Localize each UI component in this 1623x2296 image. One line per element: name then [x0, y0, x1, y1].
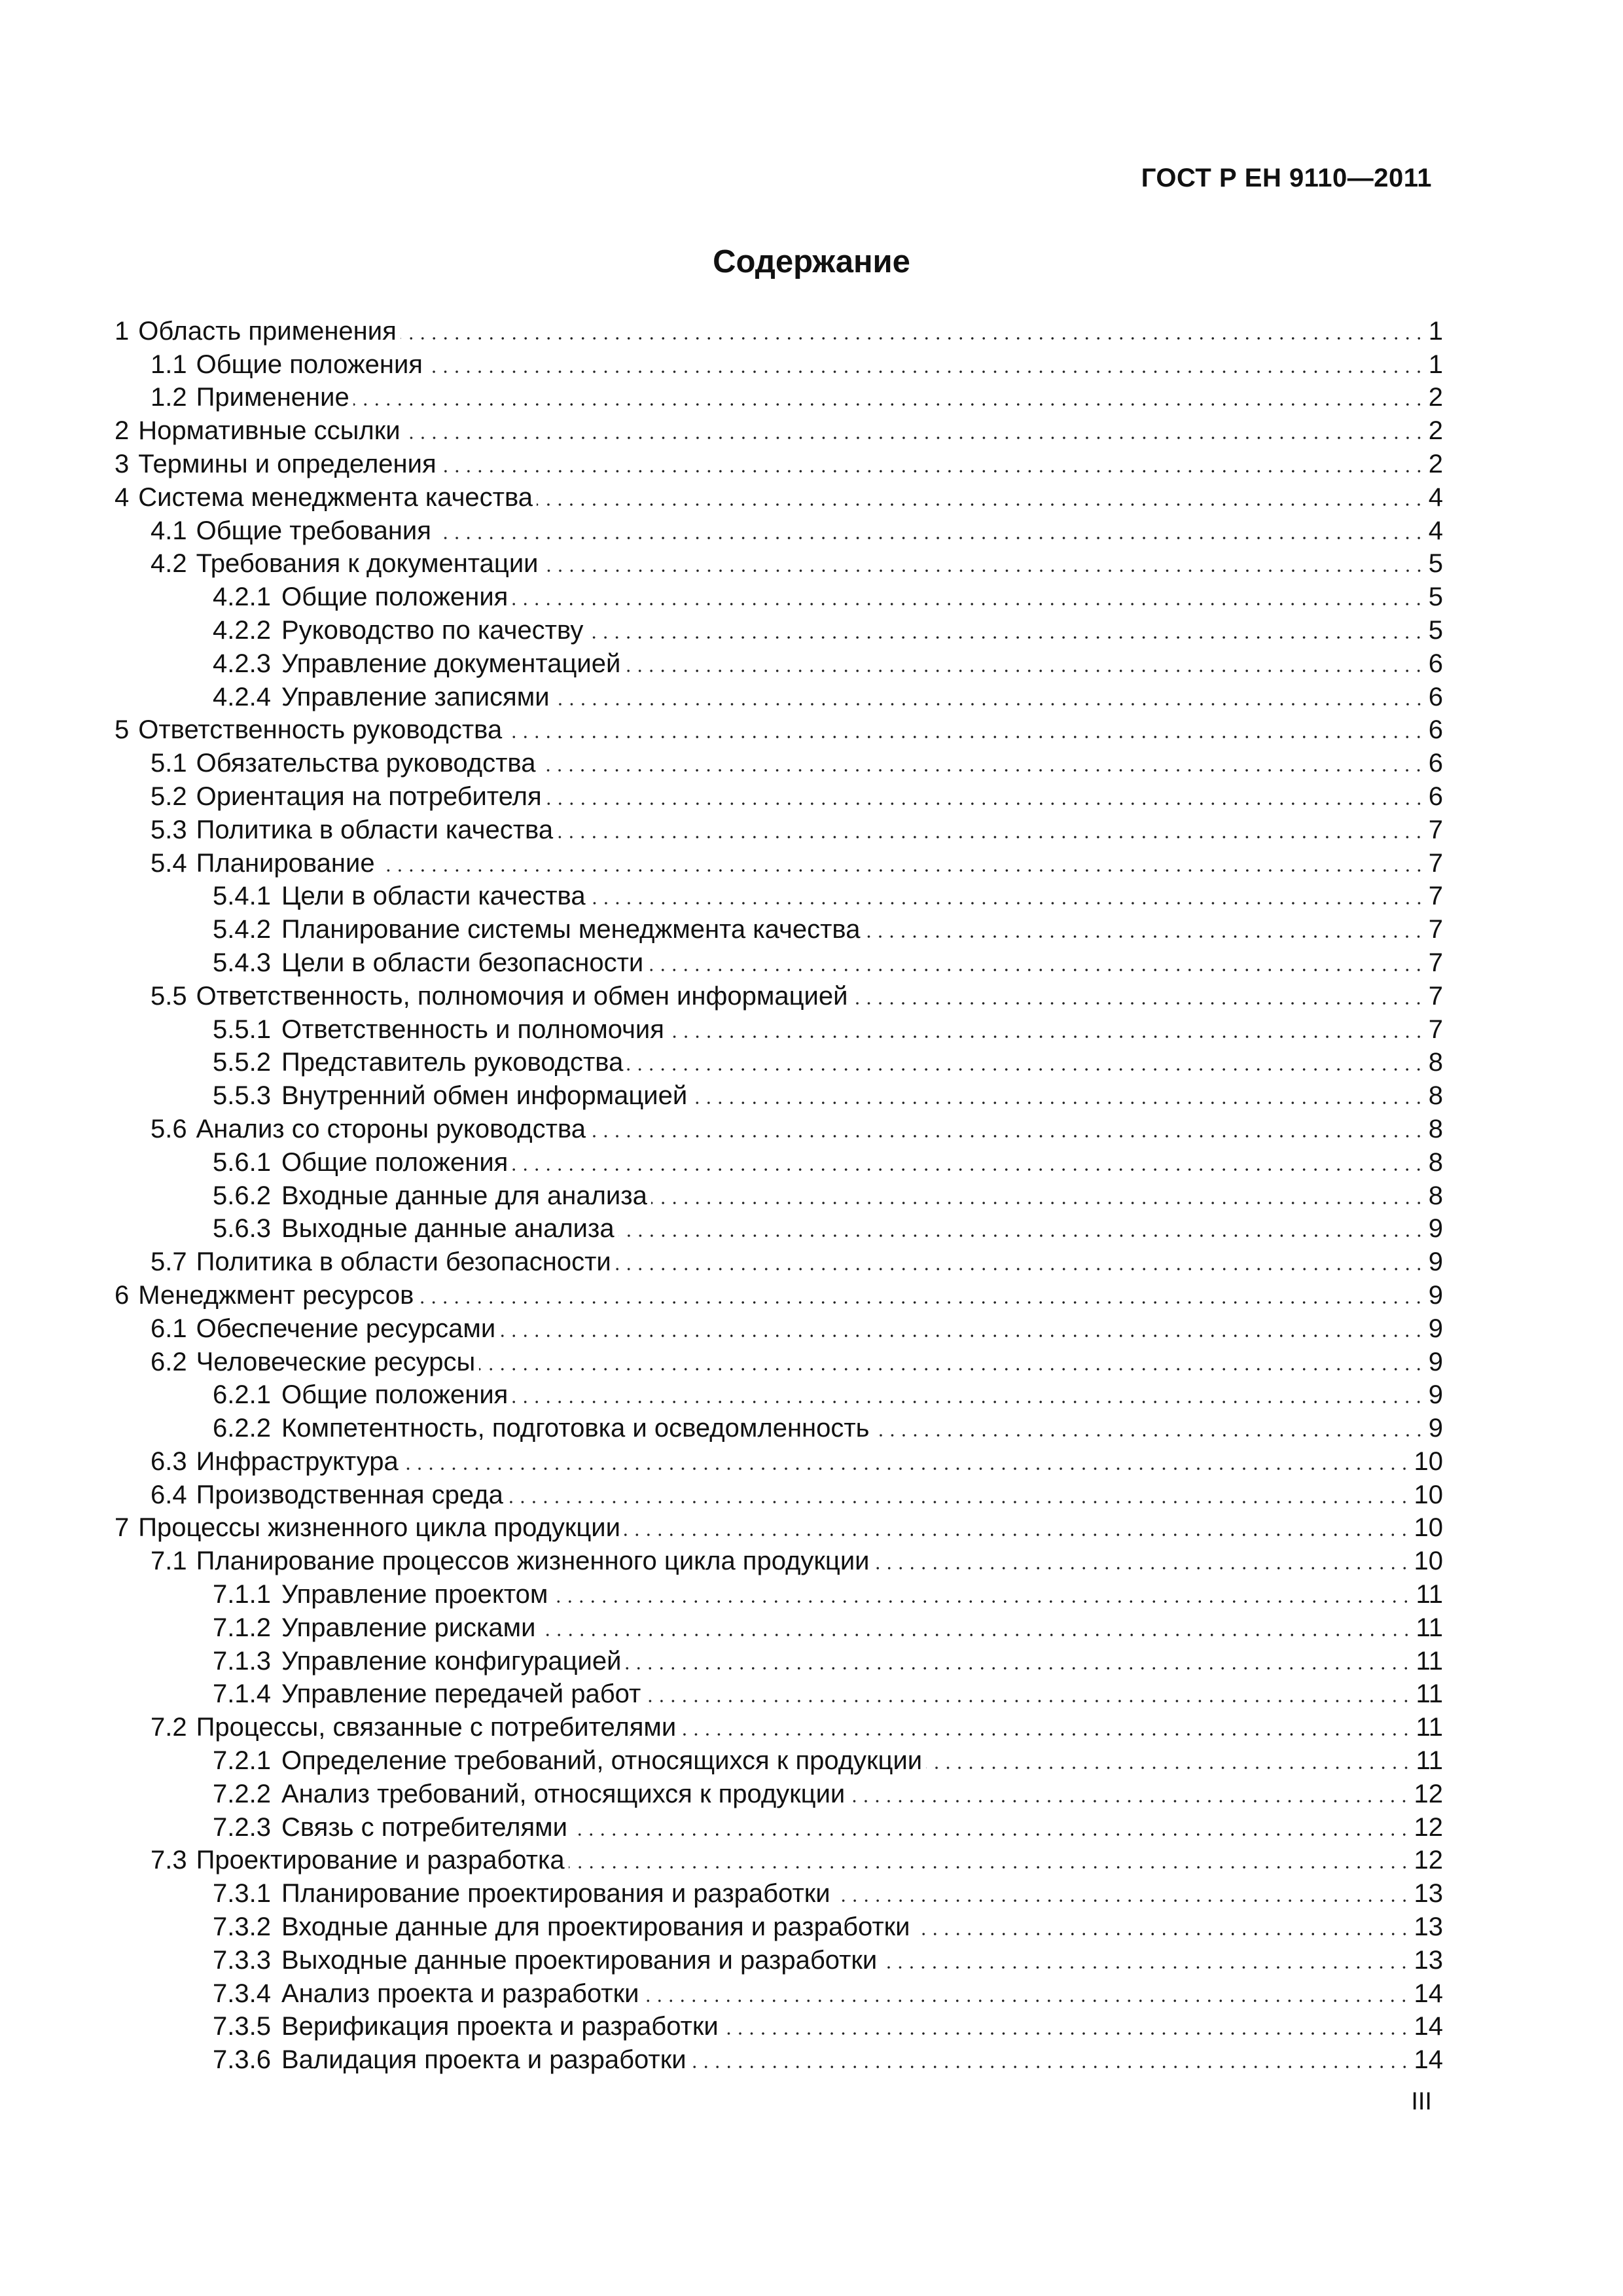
toc-entry-title: Общие положения: [196, 350, 423, 379]
toc-entry-title: Цели в области безопасности: [281, 948, 644, 977]
toc-entry-title: Процессы, связанные с потребителями: [196, 1713, 677, 1742]
dot-leader: [624, 670, 1424, 672]
dot-leader: [569, 1866, 1410, 1869]
toc-entry-title: Анализ проекта и разработки: [281, 1979, 639, 2008]
toc-entry-number: 6.1: [151, 1314, 187, 1343]
dot-leader: [590, 1135, 1425, 1138]
toc-entry-title: Нормативные ссылки: [138, 416, 401, 446]
toc-entry-number: 7.1.4: [213, 1679, 271, 1709]
toc-entry[interactable]: [115, 1876, 1443, 1910]
toc-entry-number: 5.1: [151, 749, 187, 778]
toc-entry-title: Выходные данные анализа: [281, 1214, 615, 1244]
dot-leader: [668, 1035, 1425, 1038]
toc-entry-title: Процессы жизненного цикла продукции: [138, 1513, 620, 1543]
toc-entry-number: 5.5.1: [213, 1014, 271, 1044]
toc-entry-page: 6: [1428, 781, 1443, 811]
toc-entry[interactable]: [115, 713, 1443, 747]
toc-entry-title: Человеческие ресурсы: [196, 1347, 476, 1376]
toc-entry-number: 5.7: [151, 1247, 187, 1277]
dot-leader: [552, 1600, 1412, 1603]
toc-entry-title: Управление передачей работ: [281, 1679, 641, 1709]
toc-entry-number: 6.2.2: [213, 1414, 271, 1443]
dot-leader: [427, 370, 1425, 373]
dot-leader: [651, 1202, 1425, 1204]
toc-entry[interactable]: [115, 480, 1443, 514]
toc-entry[interactable]: [115, 1179, 1443, 1212]
page-number: III: [1411, 2088, 1432, 2115]
toc-entry-number: 6.2: [151, 1347, 187, 1376]
toc-entry[interactable]: [115, 1710, 1443, 1744]
dot-leader: [881, 1966, 1410, 1969]
toc-entry-number: 7.2: [151, 1713, 187, 1742]
toc-entry-page: 10: [1414, 1513, 1443, 1543]
toc-entry-number: 7.2.2: [213, 1779, 271, 1808]
toc-entry-page: 6: [1428, 749, 1443, 778]
toc-entry-title: Управление рисками: [281, 1613, 536, 1642]
toc-entry-number: 5.5.2: [213, 1048, 271, 1077]
toc-entry-title: Управление конфигурацией: [281, 1646, 622, 1676]
toc-entry[interactable]: [115, 1079, 1443, 1112]
toc-entry-title: Ориентация на потребителя: [196, 781, 542, 811]
dot-leader: [379, 869, 1425, 872]
toc-entry[interactable]: [115, 2010, 1443, 2043]
toc-entry-number: 5.6.2: [213, 1181, 271, 1210]
dot-leader: [643, 2000, 1410, 2002]
toc-entry[interactable]: [115, 1411, 1443, 1444]
toc-entry-title: Требования к документации: [196, 549, 539, 579]
toc-entry-title: Политика в области качества: [196, 815, 554, 844]
toc-entry-title: Общие требования: [196, 516, 431, 545]
toc-entry-page: 11: [1416, 1646, 1443, 1676]
toc-entry-title: Менеджмент ресурсов: [138, 1280, 414, 1310]
dot-leader: [402, 1467, 1410, 1470]
toc-entry-number: 6.3: [151, 1446, 187, 1476]
toc-entry[interactable]: [115, 414, 1443, 447]
toc-entry-page: 11: [1416, 1613, 1443, 1642]
dot-leader: [537, 503, 1425, 506]
dot-leader: [690, 2066, 1410, 2068]
dot-leader: [625, 1667, 1412, 1670]
dot-leader: [722, 2032, 1410, 2035]
toc-entry[interactable]: [115, 780, 1443, 813]
toc-entry-page: 8: [1428, 1114, 1443, 1143]
toc-entry-page: 10: [1414, 1446, 1443, 1476]
toc-entry-page: 7: [1428, 848, 1443, 878]
toc-entry-number: 1.2: [151, 383, 187, 412]
toc-entry-number: 7.1.2: [213, 1613, 271, 1642]
toc-entry-page: 7: [1428, 815, 1443, 844]
toc-entry-number: 4: [115, 482, 130, 512]
toc-entry-title: Определение требований, относящихся к продукции: [281, 1746, 923, 1776]
toc-entry-page: 13: [1414, 1945, 1443, 1975]
toc-entry-number: 7.3.3: [213, 1945, 271, 1975]
toc-entry-page: 13: [1414, 1912, 1443, 1942]
toc-entry-number: 5.3: [151, 815, 187, 844]
toc-entry-title: Входные данные для анализа: [281, 1181, 647, 1210]
toc-entry-number: 7.1.1: [213, 1580, 271, 1609]
toc-entry-title: Компетентность, подготовка и осведомленность: [281, 1414, 870, 1443]
dot-leader: [506, 736, 1425, 738]
dot-leader: [647, 969, 1425, 971]
toc-entry-number: 4.2.1: [213, 583, 271, 612]
toc-entry-number: 1.1: [151, 350, 187, 379]
dot-leader: [571, 1833, 1410, 1836]
toc-entry-title: Выходные данные проектирования и разработки: [281, 1945, 878, 1975]
toc-entry-page: 7: [1428, 948, 1443, 977]
toc-entry[interactable]: [115, 613, 1443, 647]
toc-entry-page: 6: [1428, 649, 1443, 678]
toc-entry[interactable]: [115, 1810, 1443, 1844]
dot-leader: [543, 569, 1425, 572]
toc-entry-page: 9: [1428, 1280, 1443, 1310]
toc-entry[interactable]: [115, 547, 1443, 581]
toc-entry-title: Внутренний обмен информацией: [281, 1081, 688, 1111]
toc-entry-title: Производственная среда: [196, 1480, 503, 1509]
toc-entry-title: Планирование: [196, 848, 375, 878]
toc-entry[interactable]: [115, 1345, 1443, 1378]
dot-leader: [440, 470, 1425, 473]
dot-leader: [874, 1434, 1425, 1437]
dot-leader: [512, 603, 1424, 605]
toc-entry-title: Ответственность, полномочия и обмен информацией: [196, 981, 848, 1011]
toc-entry-title: Руководство по качеству: [281, 615, 584, 645]
dot-leader: [512, 1401, 1424, 1403]
toc-entry[interactable]: [115, 1444, 1443, 1478]
dot-leader: [554, 703, 1425, 706]
toc-entry-number: 7.3.4: [213, 1979, 271, 2008]
toc-entry-page: 8: [1428, 1048, 1443, 1077]
toc-entry-page: 5: [1428, 615, 1443, 645]
toc-entry-number: 7.1: [151, 1547, 187, 1576]
toc-entry-title: Планирование процессов жизненного цикла продукции: [196, 1547, 870, 1576]
toc-entry-number: 5.6.3: [213, 1214, 271, 1244]
dot-leader: [851, 1002, 1424, 1005]
toc-entry-number: 6.4: [151, 1480, 187, 1509]
toc-entry-number: 7.3.6: [213, 2045, 271, 2075]
dot-leader: [587, 636, 1424, 639]
toc-entry-number: 4.2.3: [213, 649, 271, 678]
dot-leader: [691, 1102, 1425, 1104]
toc-entry-page: 2: [1428, 383, 1443, 412]
dot-leader: [546, 802, 1425, 805]
toc-entry[interactable]: [115, 1511, 1443, 1545]
toc-entry[interactable]: [115, 979, 1443, 1013]
toc-entry-title: Применение: [196, 383, 349, 412]
toc-entry-page: 9: [1428, 1380, 1443, 1410]
dot-leader: [435, 537, 1425, 539]
table-of-contents: [115, 314, 1443, 2076]
dot-leader: [615, 1268, 1425, 1270]
toc-entry[interactable]: [115, 381, 1443, 414]
toc-entry-number: 3: [115, 449, 130, 478]
toc-entry[interactable]: [115, 746, 1443, 780]
dot-leader: [849, 1800, 1410, 1803]
toc-entry[interactable]: [115, 1046, 1443, 1079]
toc-entry-page: 5: [1428, 583, 1443, 612]
toc-entry-number: 7.2.1: [213, 1746, 271, 1776]
page-title: Содержание: [713, 244, 910, 279]
dot-leader: [499, 1335, 1424, 1337]
toc-entry-number: 7.1.3: [213, 1646, 271, 1676]
toc-entry[interactable]: [115, 1844, 1443, 1877]
dot-leader: [590, 902, 1425, 905]
toc-entry-title: Общие положения: [281, 1380, 508, 1410]
toc-entry[interactable]: [115, 880, 1443, 913]
toc-entry-title: Область применения: [138, 316, 397, 346]
toc-entry-page: 14: [1414, 2045, 1443, 2075]
toc-entry-page: 12: [1414, 1779, 1443, 1808]
toc-entry-page: 12: [1414, 1846, 1443, 1875]
toc-entry[interactable]: [115, 1910, 1443, 1943]
toc-entry-number: 5.6.1: [213, 1147, 271, 1177]
dot-leader: [914, 1933, 1410, 1935]
toc-entry-number: 7.3.2: [213, 1912, 271, 1942]
dot-leader: [507, 1501, 1410, 1503]
toc-entry-number: 1: [115, 316, 130, 346]
toc-entry[interactable]: [115, 1644, 1443, 1677]
toc-entry-title: Управление документацией: [281, 649, 621, 678]
toc-entry-number: 6: [115, 1280, 130, 1310]
toc-entry-page: 7: [1428, 915, 1443, 944]
toc-entry-page: 13: [1414, 1879, 1443, 1909]
dot-leader: [645, 1700, 1412, 1702]
toc-entry-title: Управление проектом: [281, 1580, 548, 1609]
toc-entry[interactable]: [115, 314, 1443, 348]
toc-entry[interactable]: [115, 1212, 1443, 1246]
toc-entry-number: 7.3.5: [213, 2012, 271, 2041]
toc-entry[interactable]: [115, 946, 1443, 979]
toc-entry-page: 6: [1428, 715, 1443, 745]
dot-leader: [926, 1767, 1412, 1769]
toc-entry-title: Цели в области качества: [281, 882, 586, 911]
toc-entry-page: 4: [1428, 482, 1443, 512]
dot-leader: [479, 1368, 1424, 1371]
toc-entry-page: 2: [1428, 416, 1443, 446]
toc-entry-page: 10: [1414, 1480, 1443, 1509]
toc-entry-title: Управление записями: [281, 682, 550, 711]
toc-entry[interactable]: [115, 1312, 1443, 1345]
toc-entry-title: Ответственность руководства: [138, 715, 503, 745]
toc-entry-page: 9: [1428, 1347, 1443, 1376]
dot-leader: [557, 836, 1425, 838]
toc-entry[interactable]: [115, 846, 1443, 880]
toc-entry[interactable]: [115, 1478, 1443, 1511]
toc-entry-page: 7: [1428, 1014, 1443, 1044]
toc-entry-number: 7.3.1: [213, 1879, 271, 1909]
toc-entry-title: Термины и определения: [138, 449, 437, 478]
toc-entry[interactable]: [115, 348, 1443, 381]
toc-entry-page: 5: [1428, 549, 1443, 579]
toc-entry-number: 5.5.3: [213, 1081, 271, 1111]
toc-entry[interactable]: [115, 1677, 1443, 1711]
toc-entry-title: Инфраструктура: [196, 1446, 399, 1476]
dot-leader: [418, 1301, 1424, 1304]
toc-entry-page: 9: [1428, 1247, 1443, 1277]
dot-leader: [624, 1534, 1410, 1536]
toc-entry[interactable]: [115, 1145, 1443, 1179]
toc-entry[interactable]: [115, 1278, 1443, 1312]
toc-entry-title: Планирование проектирования и разработки: [281, 1879, 830, 1909]
toc-entry-title: Анализ требований, относящихся к продукции: [281, 1779, 846, 1808]
toc-entry-number: 5.6: [151, 1114, 187, 1143]
toc-entry[interactable]: [115, 1013, 1443, 1046]
dot-leader: [353, 403, 1425, 406]
toc-entry-page: 8: [1428, 1181, 1443, 1210]
dot-leader: [618, 1234, 1425, 1237]
toc-entry-title: Проектирование и разработка: [196, 1846, 565, 1875]
toc-entry-number: 5.4: [151, 848, 187, 878]
toc-entry-page: 1: [1428, 350, 1443, 379]
toc-entry-title: Представитель руководства: [281, 1048, 624, 1077]
toc-entry-page: 2: [1428, 449, 1443, 478]
dot-leader: [834, 1899, 1410, 1902]
dot-leader: [539, 769, 1424, 772]
toc-entry[interactable]: [115, 1777, 1443, 1810]
toc-entry-page: 11: [1416, 1713, 1443, 1742]
toc-entry[interactable]: [115, 1245, 1443, 1278]
toc-entry-number: 7.2.3: [213, 1812, 271, 1842]
toc-entry-number: 5.4.3: [213, 948, 271, 977]
toc-entry-page: 6: [1428, 682, 1443, 711]
dot-leader: [874, 1567, 1410, 1570]
dot-leader: [627, 1068, 1424, 1071]
dot-leader: [864, 935, 1424, 938]
toc-entry-title: Связь с потребителями: [281, 1812, 567, 1842]
toc-entry-number: 6.2.1: [213, 1380, 271, 1410]
toc-entry-page: 9: [1428, 1414, 1443, 1443]
toc-entry-page: 11: [1416, 1746, 1443, 1776]
dot-leader: [680, 1733, 1412, 1736]
toc-entry-page: 1: [1428, 316, 1443, 346]
toc-entry-page: 8: [1428, 1081, 1443, 1111]
toc-entry[interactable]: [115, 1977, 1443, 2010]
toc-entry[interactable]: [115, 1943, 1443, 1977]
toc-entry[interactable]: [115, 1611, 1443, 1644]
toc-entry-number: 5.2: [151, 781, 187, 811]
toc-entry-number: 5: [115, 715, 130, 745]
toc-entry-number: 2: [115, 416, 130, 446]
toc-entry-page: 14: [1414, 2012, 1443, 2041]
toc-entry[interactable]: [115, 1112, 1443, 1145]
toc-entry-title: Валидация проекта и разработки: [281, 2045, 687, 2075]
toc-entry-number: 4.1: [151, 516, 187, 545]
toc-entry-page: 9: [1428, 1214, 1443, 1244]
toc-entry-number: 5.5: [151, 981, 187, 1011]
toc-entry-number: 4.2.4: [213, 682, 271, 711]
toc-entry[interactable]: [115, 447, 1443, 480]
toc-entry-number: 7: [115, 1513, 130, 1543]
toc-entry-page: 11: [1416, 1580, 1443, 1609]
toc-entry-page: 4: [1428, 516, 1443, 545]
toc-entry-page: 7: [1428, 882, 1443, 911]
dot-leader: [540, 1634, 1412, 1636]
toc-entry[interactable]: [115, 514, 1443, 547]
dot-leader: [404, 437, 1425, 439]
toc-entry-page: 8: [1428, 1147, 1443, 1177]
toc-entry-title: Анализ со стороны руководства: [196, 1114, 586, 1143]
toc-entry-page: 7: [1428, 981, 1443, 1011]
toc-entry[interactable]: [115, 1577, 1443, 1611]
toc-entry-number: 4.2.2: [213, 615, 271, 645]
toc-entry-page: 12: [1414, 1812, 1443, 1842]
toc-entry-title: Ответственность и полномочия: [281, 1014, 664, 1044]
toc-entry-title: Общие положения: [281, 583, 508, 612]
toc-entry-title: Верификация проекта и разработки: [281, 2012, 719, 2041]
toc-entry-title: Обязательства руководства: [196, 749, 536, 778]
toc-entry-title: Система менеджмента качества: [138, 482, 533, 512]
toc-entry[interactable]: [115, 647, 1443, 680]
toc-entry[interactable]: [115, 813, 1443, 846]
toc-entry-number: 5.4.2: [213, 915, 271, 944]
dot-leader: [512, 1168, 1424, 1171]
toc-entry-title: Планирование системы менеджмента качества: [281, 915, 861, 944]
toc-entry[interactable]: [115, 1378, 1443, 1412]
toc-entry-title: Входные данные для проектирования и разработки: [281, 1912, 910, 1942]
toc-entry-number: 5.4.1: [213, 882, 271, 911]
toc-entry-title: Обеспечение ресурсами: [196, 1314, 496, 1343]
dot-leader: [401, 337, 1425, 340]
document-code: ГОСТ Р ЕН 9110—2011: [1141, 164, 1432, 192]
toc-entry[interactable]: [115, 1744, 1443, 1777]
toc-entry-page: 14: [1414, 1979, 1443, 2008]
toc-entry-title: Общие положения: [281, 1147, 508, 1177]
toc-entry[interactable]: [115, 912, 1443, 946]
toc-entry-title: Политика в области безопасности: [196, 1247, 611, 1277]
toc-entry-page: 11: [1416, 1679, 1443, 1709]
toc-entry-number: 7.3: [151, 1846, 187, 1875]
toc-entry[interactable]: [115, 680, 1443, 713]
toc-entry-page: 9: [1428, 1314, 1443, 1343]
toc-entry-page: 10: [1414, 1547, 1443, 1576]
toc-entry[interactable]: [115, 580, 1443, 613]
toc-entry-number: 4.2: [151, 549, 187, 579]
toc-entry[interactable]: [115, 1544, 1443, 1577]
toc-entry[interactable]: [115, 2043, 1443, 2076]
